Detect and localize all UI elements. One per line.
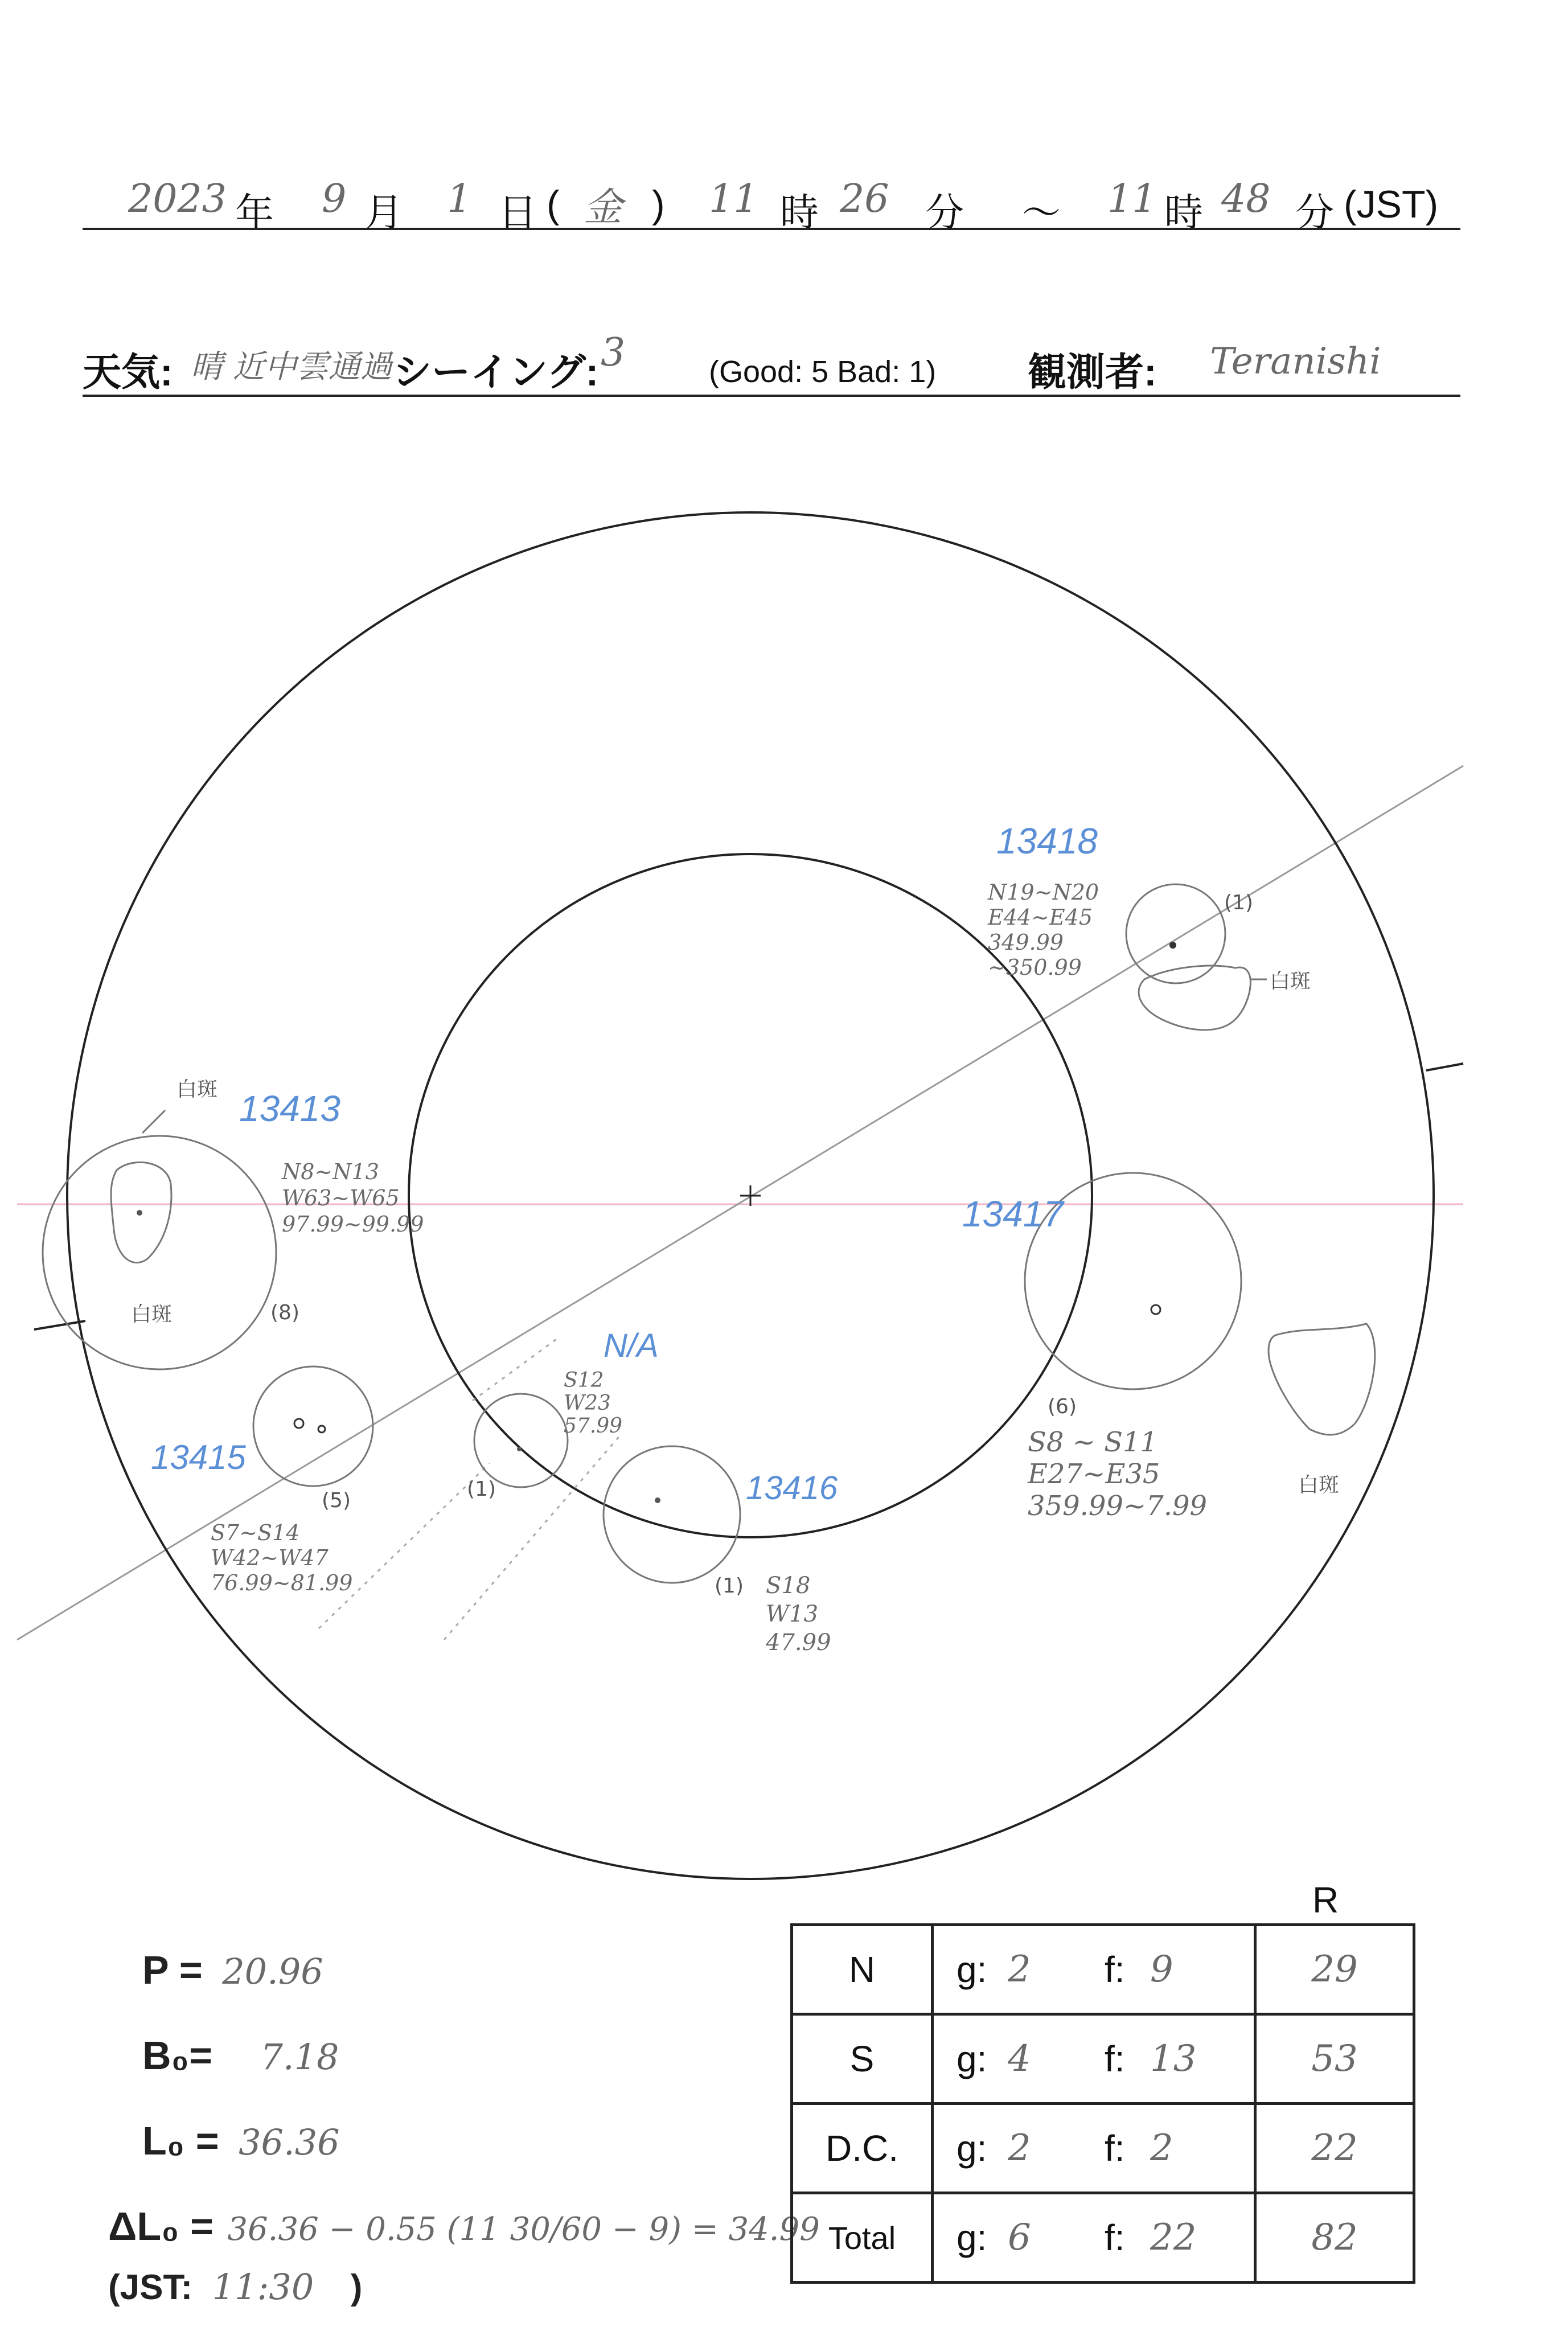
start-min-unit: 分 — [925, 191, 964, 235]
g-label: g: — [957, 1949, 987, 1990]
table-row — [792, 1925, 1414, 2014]
region-13416-spot — [655, 1497, 660, 1503]
region-na-circle — [474, 1394, 568, 1487]
dc-g-value: 2 — [1008, 2127, 1031, 2169]
g-label: g: — [957, 2128, 987, 2169]
region-13418-notes — [988, 880, 1099, 980]
g-label: g: — [957, 2217, 987, 2258]
row-label-dc: D.C. — [792, 2104, 933, 2193]
region-na-line-3: 57.99 — [564, 1414, 623, 1438]
observer-value: Teranishi — [1210, 340, 1381, 383]
region-13416-notes — [766, 1571, 831, 1657]
region-13416-count: (1) — [715, 1574, 744, 1598]
region-13415-circle — [253, 1366, 373, 1486]
n-g-value: 2 — [1008, 1948, 1031, 1991]
p-value: 20.96 — [222, 1951, 323, 1992]
region-13415-spot-2 — [318, 1426, 325, 1433]
start-hour-unit: 時 — [780, 191, 819, 235]
region-na-notes — [564, 1369, 622, 1438]
end-min-unit: 分 — [1295, 191, 1335, 235]
region-13416-line-3: 47.99 — [766, 1630, 831, 1656]
region-13416-dotted-leader — [444, 1435, 621, 1640]
region-na-dotted-leader — [473, 1338, 558, 1401]
table-row — [792, 2014, 1414, 2104]
region-13413-spot — [137, 1210, 142, 1216]
b0-value: 7.18 — [260, 2036, 339, 2078]
region-na-line-1: S12 — [564, 1369, 604, 1392]
east-edge-tick — [1426, 1064, 1463, 1070]
jst-value: 11:30 — [212, 2266, 314, 2308]
region-13418-line-3: 349.99 — [988, 930, 1064, 955]
region-13418-facula-label: 白斑 — [1270, 970, 1311, 993]
year-unit: 年 — [235, 191, 274, 235]
total-f-value: 22 — [1150, 2217, 1197, 2259]
weekday-open: ( — [547, 183, 560, 226]
region-13415-line-2: W42~W47 — [211, 1545, 329, 1570]
region-13417-count: (6) — [1048, 1395, 1077, 1418]
region-13416-line-2: W13 — [766, 1601, 819, 1627]
region-13418-count: (1) — [1224, 891, 1253, 914]
region-13417-line-2: E27~E35 — [1028, 1458, 1160, 1490]
seeing-label: シーイング: — [393, 351, 599, 394]
region-13415-number: 13415 — [151, 1438, 246, 1476]
s-r-value: 53 — [1255, 2014, 1414, 2104]
jst-close: ) — [350, 2268, 363, 2307]
region-13416-number: 13416 — [746, 1470, 838, 1507]
l0-value: 36.36 — [239, 2121, 340, 2163]
dc-f-value: 2 — [1150, 2127, 1173, 2169]
weekday-value: 金 — [584, 185, 623, 230]
weather-label: 天気: — [83, 351, 173, 394]
jst-label: (JST: — [108, 2268, 193, 2307]
day-value: 1 — [447, 177, 472, 221]
g-label: g: — [957, 2038, 987, 2079]
region-13417-notes — [1028, 1426, 1207, 1522]
dc-r-value: 22 — [1255, 2104, 1414, 2193]
start-min: 26 — [840, 177, 889, 221]
timezone: (JST) — [1344, 183, 1439, 226]
region-13418-line-2: E44~E45 — [988, 905, 1093, 930]
region-13415-notes — [211, 1520, 352, 1595]
b0-label: B₀= — [142, 2033, 212, 2078]
l0-label: L₀ = — [142, 2119, 219, 2163]
tilde: ～ — [1022, 191, 1061, 235]
region-13417-facula — [1269, 1324, 1375, 1435]
region-13413-count: (8) — [270, 1301, 299, 1324]
total-r-value: 82 — [1255, 2193, 1414, 2283]
f-label: f: — [1105, 2128, 1125, 2169]
r-column-header: R — [1312, 1879, 1339, 1920]
region-na-spot — [517, 1447, 522, 1451]
n-f-value: 9 — [1150, 1948, 1173, 1991]
region-13417-line-1: S8 ~ S11 — [1028, 1426, 1158, 1458]
observer-label: 観測者: — [1028, 351, 1157, 394]
region-13418-spot — [1169, 942, 1176, 949]
region-13413-number: 13413 — [239, 1088, 340, 1129]
region-13418-line-1: N19~N20 — [988, 880, 1099, 905]
region-13416-line-1: S18 — [766, 1573, 811, 1599]
region-na-count: (1) — [467, 1478, 496, 1501]
month-value: 9 — [322, 177, 347, 221]
table-row — [792, 2193, 1414, 2283]
region-13416-circle — [604, 1446, 740, 1583]
end-hour: 11 — [1107, 177, 1157, 221]
region-13417-number: 13417 — [962, 1193, 1064, 1234]
delta-l0-label: ΔL₀ = — [108, 2204, 214, 2248]
region-na-number: N/A — [604, 1327, 659, 1364]
n-group-flare-cell — [933, 1925, 1255, 2014]
day-unit: 日 — [498, 191, 537, 235]
row-label-s: S — [792, 2014, 933, 2104]
west-edge-tick — [34, 1321, 85, 1329]
row-label-total: Total — [792, 2193, 933, 2283]
f-label: f: — [1105, 2038, 1125, 2079]
region-13417-line-3: 359.99~7.99 — [1028, 1490, 1208, 1522]
region-13415-line-3: 76.99~81.99 — [211, 1570, 353, 1595]
weekday-close: ) — [652, 183, 665, 226]
region-13413-notes — [282, 1159, 424, 1237]
region-na-line-2: W23 — [564, 1392, 611, 1415]
seeing-scale-note: (Good: 5 Bad: 1) — [709, 355, 937, 389]
year-value: 2023 — [128, 177, 227, 221]
delta-l0-value: 36.36 − 0.55 (11 30/60 − 9) = 34.99 — [227, 2211, 820, 2248]
region-13418-number: 13418 — [996, 820, 1098, 861]
s-g-value: 4 — [1008, 2038, 1031, 2080]
f-label: f: — [1105, 2217, 1125, 2258]
region-13417-facula-label: 白斑 — [1298, 1474, 1340, 1497]
region-13415-line-1: S7~S14 — [211, 1520, 300, 1545]
row-label-n: N — [792, 1925, 933, 2014]
n-r-value: 29 — [1255, 1925, 1414, 2014]
weather-value: 晴 近中雲通過 — [191, 348, 392, 385]
seeing-value: 3 — [601, 330, 626, 375]
dc-group-flare-cell — [933, 2104, 1255, 2193]
total-group-flare-cell — [933, 2193, 1255, 2283]
region-13415-spot — [294, 1419, 303, 1428]
region-13413-facula-pointer — [142, 1110, 165, 1133]
end-hour-unit: 時 — [1164, 191, 1204, 235]
region-13418-facula — [1139, 966, 1250, 1030]
region-13418-line-4: ~350.99 — [988, 955, 1082, 980]
f-label: f: — [1105, 1949, 1125, 1990]
region-13413-facula-label-2: 白斑 — [131, 1303, 173, 1326]
total-g-value: 6 — [1008, 2217, 1031, 2259]
region-13413-line-2: W63~W65 — [282, 1185, 400, 1210]
region-13413-line-3: 97.99~99.99 — [282, 1212, 424, 1237]
region-13413-line-1: N8~N13 — [282, 1159, 379, 1184]
s-f-value: 13 — [1150, 2038, 1197, 2080]
p-label: P = — [142, 1948, 203, 1992]
region-13415-count: (5) — [322, 1489, 351, 1512]
end-min: 48 — [1221, 177, 1271, 221]
region-13413-circle — [43, 1136, 276, 1369]
table-row — [792, 2104, 1414, 2193]
start-hour: 11 — [709, 177, 758, 221]
region-13413-facula-label: 白斑 — [176, 1078, 218, 1101]
month-unit: 月 — [364, 191, 404, 235]
sunspot-count-table — [790, 1923, 1415, 2284]
s-group-flare-cell — [933, 2014, 1255, 2104]
region-13417-spot — [1151, 1305, 1160, 1314]
